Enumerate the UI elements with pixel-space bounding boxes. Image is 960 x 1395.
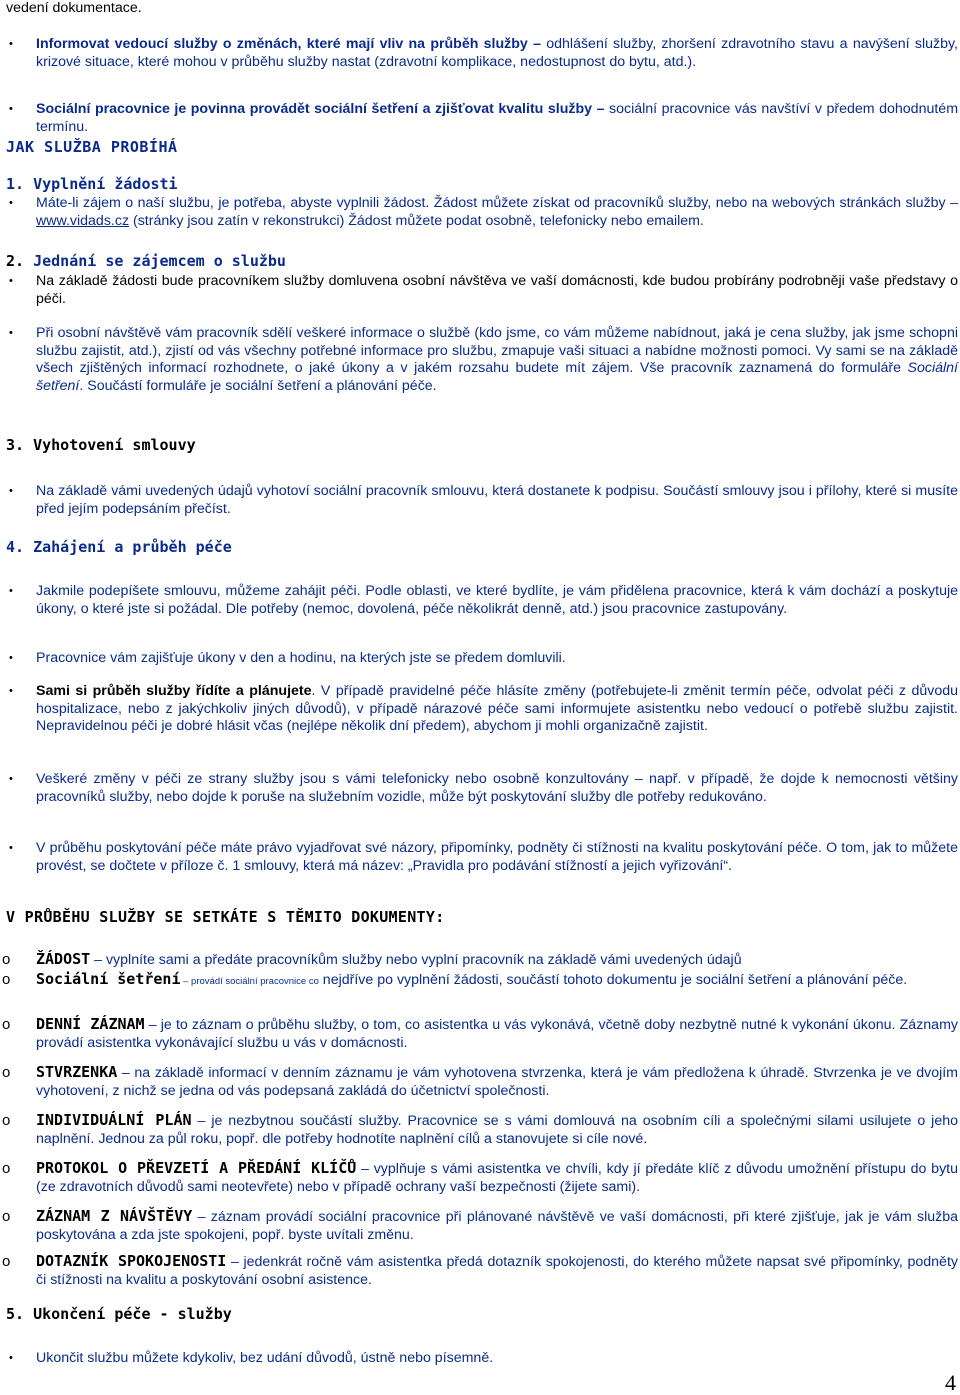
continuation-text: vedení dokumentace. [6,0,142,16]
page-number: 4 [945,1369,956,1395]
process-heading: JAK SLUŽBA PROBÍHÁ [6,138,178,156]
circle-bullet-icon: o [2,1253,11,1270]
section2-bullet-2: • Při osobní návštěvě vám pracovník sdělí veškeré informace o službě (kdo jsme, co vám můžeme nabídnout, jaká je cena služby, jak jsme schopni službu zajistit, atd.), zjistí od vás všechny potřebné informace pro službu, zmapuje vaši situaci a nabídne možnosti pomoci. Vy sami se na základě všech zjištěných informací rozhodnete, o jaké úkony a v jakém rozsahu budete mít zájem. Vše pracovník zaznamená do formuláře Sociální šetření. Součástí formuláře je sociální šetření a plánování péče. [9,325,958,394]
circle-bullet-icon: o [2,951,11,968]
section4-heading: 4. Zahájení a průběh péče [6,538,232,556]
bullet-icon: • [9,1352,13,1364]
section1-bullet: • Máte-li zájem o naší službu, je potřeba, abyste vyplnili žádost. Žádost můžete získat od pracovníků služby, nebo na webových stránkách služby – www.vidads.cz (stránky jsou zatín v rekonstrukci) Žádost můžete podat osobně, telefonicky nebo emailem. [9,195,958,229]
circle-bullet-icon: o [2,1064,11,1081]
bullet-icon: • [9,685,13,697]
circle-bullet-icon: o [2,1112,11,1129]
doc-item-denni-zaznam: o DENNÍ ZÁZNAM – je to záznam o průběhu služby, o tom, co asistentka u vás vykonává, včetně doby nezbytně nutné k vykonání úkonu. Záznamy provádí asistentka vykonávající službu u vás v domácnosti. [2,1015,958,1051]
section4-bullet-4: • Veškeré změny v péči ze strany služby jsou s vámi telefonicky nebo osobně konzultovány – např. v případě, že dojde k nemocnosti většiny pracovníků služby, nebo dojde k poruše na služebním vozidle, může být poskytování služby dle potřeby redukováno. [9,771,958,805]
circle-bullet-icon: o [2,1208,11,1225]
bullet-icon: • [9,773,13,785]
bullet-icon: • [9,275,13,287]
section4-bullet-2: • Pracovnice vám zajišťuje úkony v den a hodinu, na kterých jste se předem domluvili. [9,650,566,666]
doc-item-socialni-setreni: o Sociální šetření – provádí sociální pracovnice co nejdříve po vyplnění žádosti, součástí tohoto dokumentu je sociální šetření a plánování péče. [2,970,908,988]
documents-heading: V PRŮBĚHU SLUŽBY SE SETKÁTE S TĚMITO DOKUMENTY: [6,908,445,926]
bullet-icon: • [9,652,13,664]
bullet-icon: • [9,197,13,209]
section2-bullet-1: • Na základě žádosti bude pracovníkem služby domluvena osobní návštěva ve vaší domácnosti, kde budou probírány podrobněji vaše představy o péči. [9,273,958,307]
doc-item-stvrzenka: o STVRZENKA – na základě informací v denním záznamu je vám vyhotovena stvrzenka, která je vám předložena k úhradě. Stvrzenka je ve dvojím vyhotovení, z nichž se jedna od vás podepsaná zakládá do účetnictví společnosti. [2,1063,958,1099]
doc-item-zadost: o ŽÁDOST – vyplníte sami a předáte pracovníkům služby nebo vyplní pracovník na základě vámi uvedených údajů [2,950,742,968]
section4-bullet-1: • Jakmile podepíšete smlouvu, můžeme zahájit péči. Podle oblasti, ve které bydlíte, je vám přidělena pracovnice, která k vám dochází a poskytuje úkony, o které jste si požádal. Dle potřeby (nemoc, dovolená, péče několikrát denně, atd.) jsou pracovnice zastupovány. [9,583,958,617]
section2-heading: 2. Jednání se zájemcem o službu [6,252,286,270]
website-link[interactable]: www.vidads. [36,212,115,229]
circle-bullet-icon: o [2,971,11,988]
section4-bullet-5: • V průběhu poskytování péče máte právo vyjadřovat své názory, připomínky, podněty či stížnosti na kvalitu poskytování péče. O tom, jak to můžete provést, se dočtete v příloze č. 1 smlouvy, která má název: „Pravidla pro podávání stížností a jejich vyřizování“. [9,840,958,874]
bullet-icon: • [9,103,13,115]
section5-heading: 5. Ukončení péče - služby [6,1305,232,1323]
section3-bullet: • Na základě vámi uvedených údajů vyhotoví sociální pracovník smlouvu, která dostanete k podpisu. Součástí smlouvy jsou i přílohy, které si musíte před jejím podepsáním přečíst. [9,483,958,517]
doc-item-protokol-klice: o PROTOKOL O PŘEVZETÍ A PŘEDÁNÍ KLÍČŮ – vyplňuje s vámi asistentka ve chvíli, kdy jí předáte klíč z důvodu umožnění přístupu do bytu (ze zdravotních důvodů sami neotevřete) nebo v případě ochrany vaší bezpečnosti (žijete sami). [2,1159,958,1195]
bullet-icon: • [9,38,13,50]
section1-heading: 1. Vyplnění žádosti [6,175,178,193]
doc-item-zaznam-z-navstevy: o ZÁZNAM Z NÁVŠTĚVY – záznam provádí sociální pracovnice při plánované návštěvě ve vaší domácnosti, při které zjišťuje, jak je vám služba poskytována a zda jste spokojeni, popř. byste uvítali změnu. [2,1207,958,1243]
circle-bullet-icon: o [2,1016,11,1033]
bullet-icon: • [9,327,13,339]
website-link-tld[interactable]: cz [114,212,130,229]
doc-item-dotaznik: o DOTAZNÍK SPOKOJENOSTI – jedenkrát ročně vám asistentka předá dotazník spokojenosti, do kterého můžete napsat své připomínky, podněty či stížnosti na kvalitu a poskytování osobní asistence. [2,1252,958,1288]
bullet-icon: • [9,585,13,597]
section3-heading: 3. Vyhotovení smlouvy [6,436,196,454]
intro-bullet-2: • Sociální pracovnice je povinna provádět sociální šetření a zjišťovat kvalitu služby – sociální pracovnice vás navštíví v předem dohodnutém termínu. [9,101,959,135]
bullet-icon: • [9,842,13,854]
section4-bullet-3: • Sami si průběh služby řídíte a plánujete. V případě pravidelné péče hlásíte změny (potřebujete-li změnit termín péče, odvolat péči z důvodu hospitalizace, nebo z jakýchkoliv jiných důvodů), v případě nárazové péče sami informujete asistentku nebo vedoucí o potřebě službu zajistit. Nepravidelnou péči je dobré hlásit včas (nejlépe několik dní předem), abychom ji mohli organizačně zajistit. [9,683,958,734]
doc-item-individualni-plan: o INDIVIDUÁLNÍ PLÁN – je nezbytnou součástí služby. Pracovnice se s vámi domlouvá na osobním cíli a společnými silami usilujete o jeho naplnění. Jednou za půl roku, popř. dle potřeby hodnotíte naplnění cílů a stanovujete si cíle nové. [2,1111,958,1147]
intro-bullet-1: • Informovat vedoucí služby o změnách, které mají vliv na průběh služby – odhlášení služby, zhoršení zdravotního stavu a navýšení služby, krizové situace, které mohou v průběhu služby nastat (zdravotní komplikace, nedostupnost do bytu, atd.). [9,36,958,70]
circle-bullet-icon: o [2,1160,11,1177]
bullet-icon: • [9,485,13,497]
section5-bullet: • Ukončit službu můžete kdykoliv, bez udání důvodů, ústně nebo písemně. [9,1350,494,1366]
